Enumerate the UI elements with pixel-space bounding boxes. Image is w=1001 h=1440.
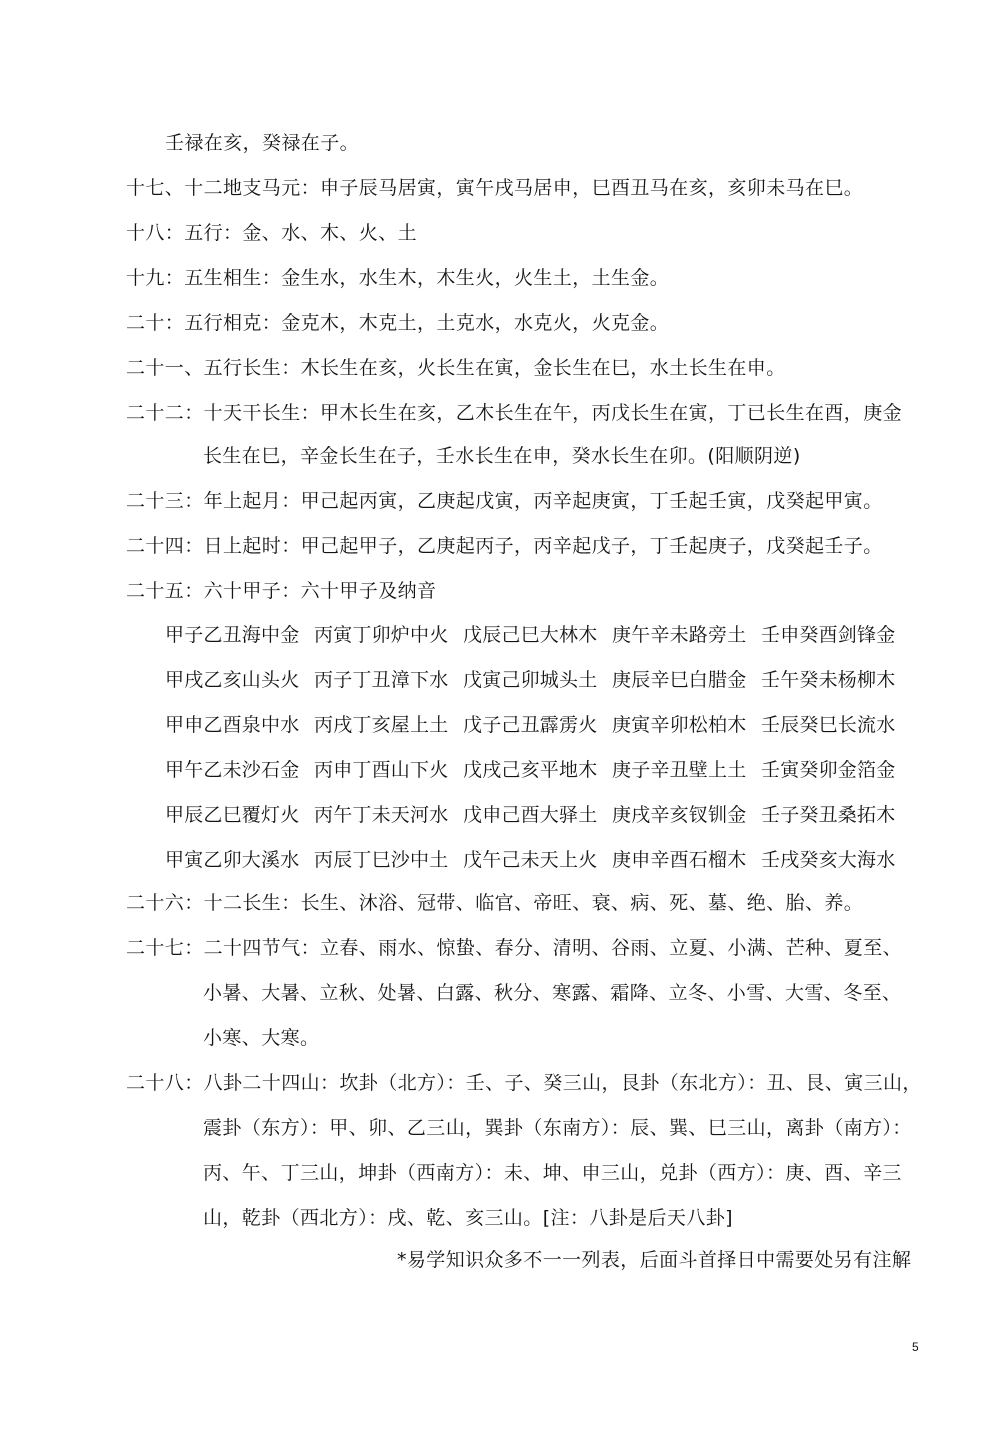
nayin-row <box>165 667 910 693</box>
nayin-cell: 甲午乙未沙石金 <box>165 759 300 781</box>
nayin-cell: 甲辰乙巳覆灯火 <box>165 804 300 826</box>
nayin-cell: 戊子己丑霹雳火 <box>463 714 598 736</box>
nayin-cell: 壬申癸酉剑锋金 <box>761 624 896 646</box>
item-25: 二十五：六十甲子：六十甲子及纳音 <box>126 580 437 602</box>
nayin-cell: 庚午辛未路旁土 <box>612 624 747 646</box>
nayin-cell: 丙午丁未天河水 <box>314 804 449 826</box>
text-line: 壬禄在亥，癸禄在子。 <box>165 132 360 154</box>
nayin-row <box>165 802 910 828</box>
nayin-cell: 甲子乙丑海中金 <box>165 624 300 646</box>
nayin-cell: 庚子辛丑壁上土 <box>612 759 747 781</box>
nayin-cell: 丙寅丁卯炉中火 <box>314 624 449 646</box>
item-19: 十九：五生相生：金生水，水生木，木生火，火生土，土生金。 <box>126 267 670 289</box>
item-28-cont: 山，乾卦（西北方）：戌、乾、亥三山。[注：八卦是后天八卦] <box>203 1207 733 1229</box>
nayin-cell: 壬辰癸巳长流水 <box>761 714 896 736</box>
page-number: 5 <box>912 1340 919 1354</box>
nayin-cell: 甲申乙酉泉中水 <box>165 714 300 736</box>
nayin-row <box>165 712 910 738</box>
item-28: 二十八：八卦二十四山：坎卦（北方）：壬、子、癸三山，艮卦（东北方）：丑、艮、寅三山， <box>126 1072 922 1094</box>
item-24: 二十四：日上起时：甲己起甲子，乙庚起丙子，丙辛起戊子，丁壬起庚子，戊癸起壬子。 <box>126 535 883 557</box>
nayin-cell: 壬寅癸卯金箔金 <box>761 759 896 781</box>
nayin-cell: 丙戌丁亥屋上土 <box>314 714 449 736</box>
nayin-cell: 壬戌癸亥大海水 <box>761 849 896 871</box>
item-27-cont: 小寒、大寒。 <box>203 1027 320 1049</box>
nayin-cell: 戊午己未天上火 <box>463 849 598 871</box>
item-17: 十七、十二地支马元：申子辰马居寅，寅午戌马居申，巳酉丑马在亥，亥卯未马在巳。 <box>126 177 864 199</box>
footnote: *易学知识众多不一一列表，后面斗首择日中需要处另有注解 <box>397 1249 912 1271</box>
nayin-cell: 戊戌己亥平地木 <box>463 759 598 781</box>
nayin-cell: 戊辰己巳大林木 <box>463 624 598 646</box>
item-28-cont: 丙、午、丁三山，坤卦（西南方）：未、坤、申三山，兑卦（西方）：庚、酉、辛三 <box>203 1162 902 1184</box>
nayin-cell: 丙辰丁巳沙中土 <box>314 849 449 871</box>
nayin-cell: 壬午癸未杨柳木 <box>761 669 896 691</box>
nayin-cell: 庚戌辛亥钗钏金 <box>612 804 747 826</box>
nayin-row <box>165 622 910 648</box>
item-20: 二十：五行相克：金克木，木克土，土克水，水克火，火克金。 <box>126 312 670 334</box>
item-26: 二十六：十二长生：长生、沐浴、冠带、临官、帝旺、衰、病、死、墓、绝、胎、养。 <box>126 892 864 914</box>
item-27-cont: 小暑、大暑、立秋、处暑、白露、秋分、寒露、霜降、立冬、小雪、大雪、冬至、 <box>203 982 902 1004</box>
nayin-cell: 甲寅乙卯大溪水 <box>165 849 300 871</box>
item-21: 二十一、五行长生：木长生在亥，火长生在寅，金长生在巳，水土长生在申。 <box>126 357 786 379</box>
nayin-row <box>165 757 910 783</box>
nayin-cell: 戊申己酉大驿土 <box>463 804 598 826</box>
item-28-cont: 震卦（东方）：甲、卯、乙三山，巽卦（东南方）：辰、巽、巳三山，离卦（南方）： <box>203 1117 912 1139</box>
nayin-cell: 戊寅己卯城头土 <box>463 669 598 691</box>
nayin-cell: 丙申丁酉山下火 <box>314 759 449 781</box>
nayin-cell: 丙子丁丑漳下水 <box>314 669 449 691</box>
nayin-cell: 庚申辛酉石榴木 <box>612 849 747 871</box>
item-23: 二十三：年上起月：甲己起丙寅，乙庚起戊寅，丙辛起庚寅，丁壬起壬寅，戊癸起甲寅。 <box>126 490 883 512</box>
item-22-cont: 长生在巳，辛金长生在子，壬水长生在申，癸水长生在卯。(阳顺阴逆) <box>203 445 801 467</box>
nayin-cell: 庚辰辛巳白腊金 <box>612 669 747 691</box>
item-18: 十八：五行：金、水、木、火、土 <box>126 222 418 244</box>
nayin-row <box>165 847 910 873</box>
item-27: 二十七：二十四节气：立春、雨水、惊蛰、春分、清明、谷雨、立夏、小满、芒种、夏至、 <box>126 937 903 959</box>
nayin-cell: 庚寅辛卯松柏木 <box>612 714 747 736</box>
item-22: 二十二：十天干长生：甲木长生在亥，乙木长生在午，丙戊长生在寅，丁已长生在酉，庚金 <box>126 402 903 424</box>
nayin-cell: 甲戌乙亥山头火 <box>165 669 300 691</box>
nayin-cell: 壬子癸丑桑拓木 <box>761 804 896 826</box>
